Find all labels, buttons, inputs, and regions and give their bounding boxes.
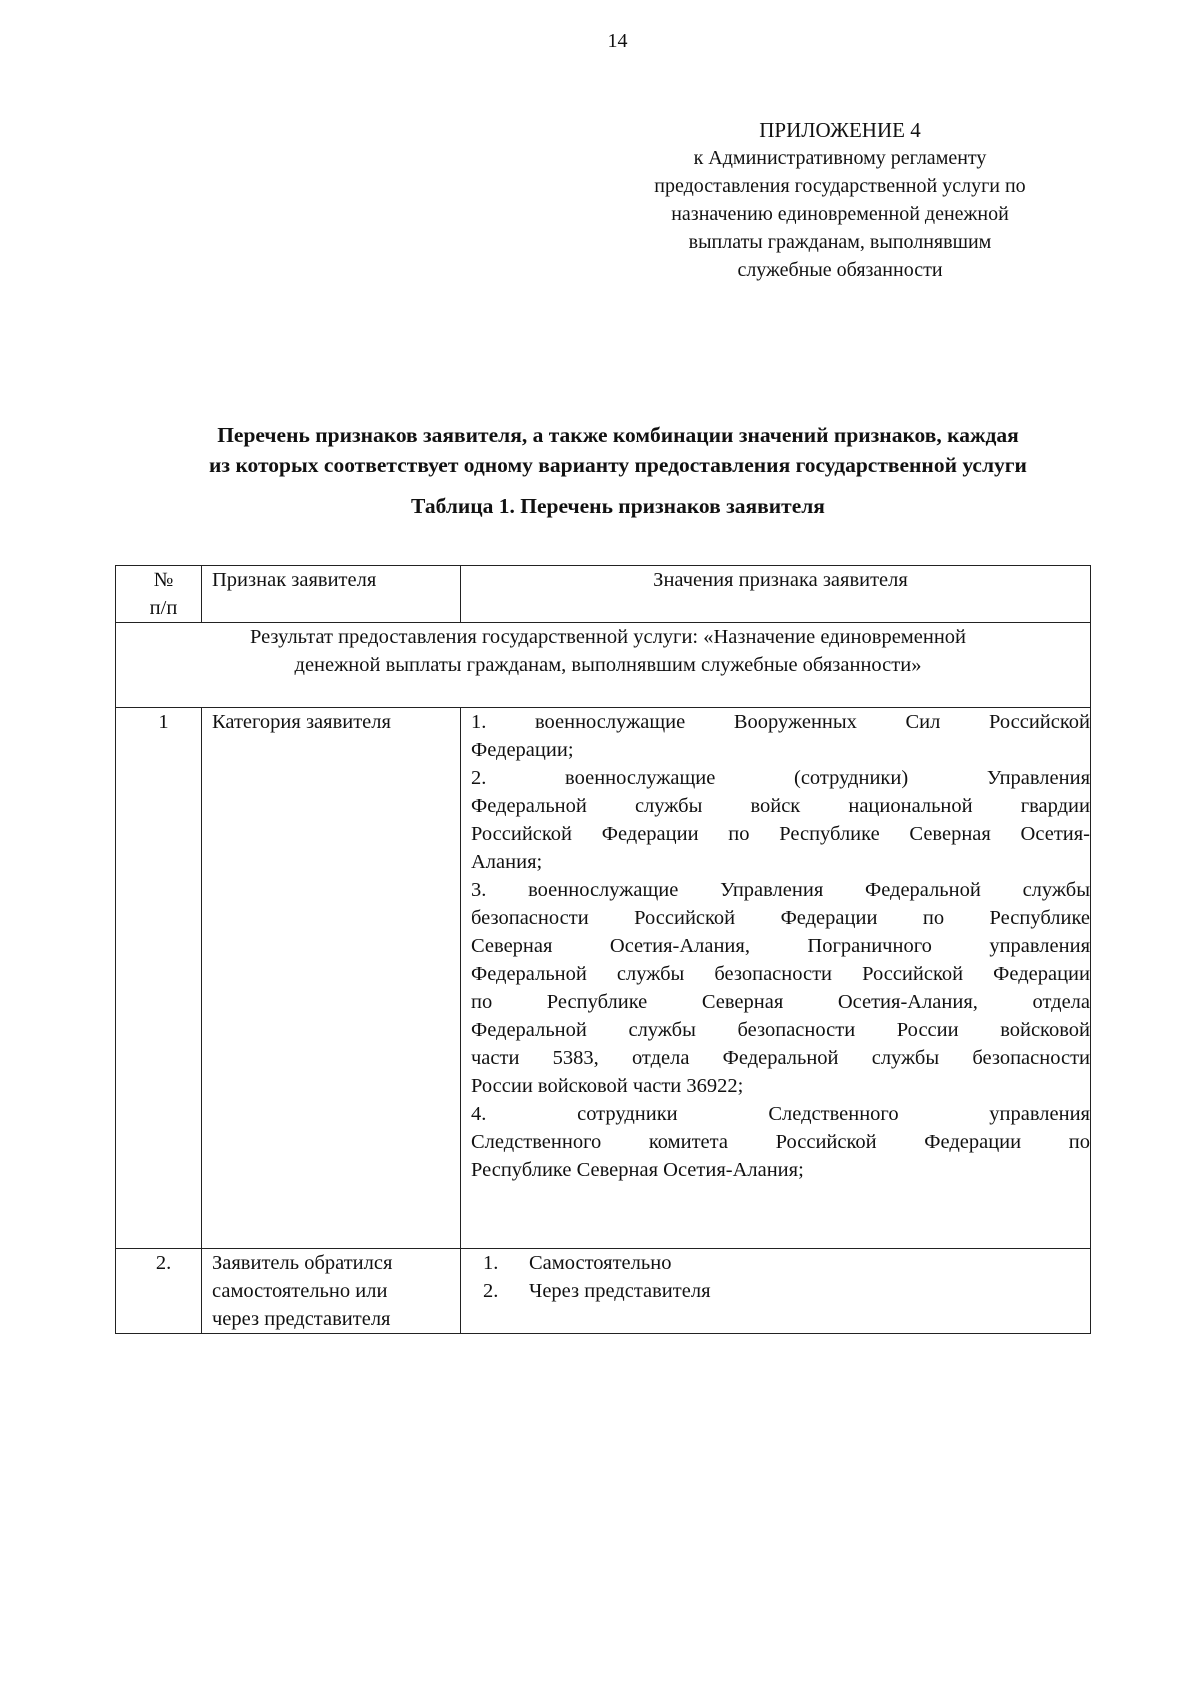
- value-line: Следственного комитета Российской Федерации по: [471, 1131, 1090, 1153]
- value-item: [471, 876, 1090, 1100]
- value-text: Через представителя: [529, 1280, 711, 1302]
- result-row: [116, 623, 1091, 708]
- value-line: Федеральной службы безопасности Российской Федерации: [471, 963, 1090, 985]
- page-number: 14: [607, 30, 628, 52]
- table-caption: Таблица 1. Перечень признаков заявителя: [411, 494, 825, 518]
- header-attribute: Признак заявителя: [202, 566, 461, 623]
- appendix-line: служебные обязанности: [737, 259, 943, 281]
- value-item: [471, 1277, 1090, 1305]
- header-num-line1: №: [153, 569, 174, 591]
- heading-line: Перечень признаков заявителя, а также комбинации значений признаков, каждая: [217, 423, 1019, 447]
- appendix-line: предоставления государственной услуги по: [654, 175, 1026, 197]
- appendix-block: [610, 116, 1070, 284]
- value-line: Северная Осетия-Алания, Пограничного управления: [471, 935, 1090, 957]
- header-values: Значения признака заявителя: [461, 566, 1091, 623]
- value-text: Самостоятельно: [529, 1252, 672, 1274]
- value-line: по Республике Северная Осетия-Алания, отдела: [471, 991, 1090, 1013]
- attribute-line: Заявитель обратился: [212, 1252, 393, 1274]
- attribute-line: самостоятельно или: [212, 1280, 388, 1302]
- value-line: Федеральной службы войск национальной гвардии: [471, 795, 1090, 817]
- document-heading: [100, 420, 1136, 480]
- row-values: [461, 708, 1091, 1249]
- value-item: [471, 1249, 1090, 1277]
- value-line: России войсковой части 36922;: [471, 1075, 744, 1097]
- row-attribute: [202, 1249, 461, 1334]
- value-item: [471, 708, 1090, 764]
- value-line: Федерации;: [471, 739, 574, 761]
- value-line: 2. военнослужащие (сотрудники) Управления: [471, 767, 1090, 789]
- heading-line: из которых соответствует одному варианту предоставления государственной услуги: [209, 453, 1027, 477]
- row-values: [461, 1249, 1091, 1334]
- appendix-line: назначению единовременной денежной: [671, 203, 1009, 225]
- result-line: Результат предоставления государственной услуги: «Назначение единовременной: [249, 626, 967, 648]
- criteria-table: [115, 565, 1091, 1334]
- value-line: 3. военнослужащие Управления Федеральной службы: [471, 879, 1090, 901]
- row-attribute: Категория заявителя: [202, 708, 461, 1249]
- value-item: [471, 764, 1090, 876]
- appendix-line: выплаты гражданам, выполнявшим: [688, 231, 992, 253]
- value-num: 2.: [483, 1280, 499, 1302]
- value-line: 4. сотрудники Следственного управления: [471, 1103, 1090, 1125]
- value-line: Алания;: [471, 851, 543, 873]
- appendix-line: к Административному регламенту: [693, 147, 987, 169]
- attribute-line: через представителя: [212, 1308, 391, 1330]
- table-header-row: [116, 566, 1091, 623]
- appendix-title: ПРИЛОЖЕНИЕ 4: [759, 118, 921, 142]
- value-line: 1. военнослужащие Вооруженных Сил Российской: [471, 711, 1090, 733]
- result-line: денежной выплаты гражданам, выполнявшим служебные обязанности»: [294, 654, 922, 676]
- row-num: 1: [116, 708, 202, 1249]
- value-line: Федеральной службы безопасности России войсковой: [471, 1019, 1090, 1041]
- value-line: Российской Федерации по Республике Северная Осетия-: [471, 823, 1090, 845]
- value-line: части 5383, отдела Федеральной службы безопасности: [471, 1047, 1090, 1069]
- value-line: Республике Северная Осетия-Алания;: [471, 1159, 804, 1181]
- value-line: безопасности Российской Федерации по Республике: [471, 907, 1090, 929]
- header-num-line2: п/п: [149, 597, 178, 619]
- value-num: 1.: [483, 1252, 499, 1274]
- table-row: [116, 1249, 1091, 1334]
- row-num: 2.: [116, 1249, 202, 1334]
- table-row: [116, 708, 1091, 1249]
- result-cell: [116, 623, 1091, 708]
- header-num: [116, 566, 202, 623]
- value-item: [471, 1100, 1090, 1184]
